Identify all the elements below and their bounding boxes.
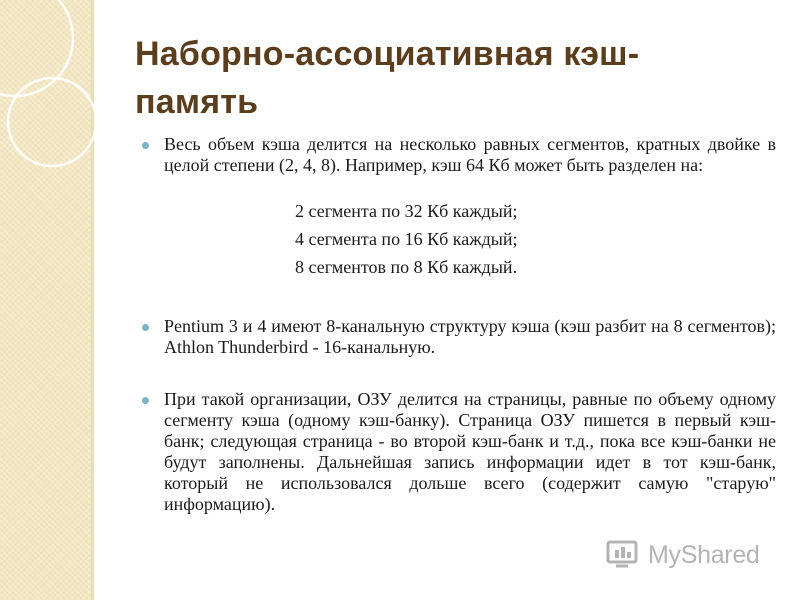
- watermark-text: MyShared: [648, 540, 760, 569]
- sub-item-2-segments: 2 сегмента по 32 Кб каждый;: [295, 201, 518, 221]
- slide-title-line-1: Наборно-ассоциативная кэш-: [135, 35, 640, 73]
- bullet-cache-segments: Весь объем кэша делится на несколько равных сегментов, кратных двойке в целой степени (2, 4, 8). Например, кэш 64 Кб может быть разделен на:: [164, 134, 776, 175]
- slide-title: [135, 30, 755, 126]
- sub-item-4-segments: 4 сегмента по 16 Кб каждый;: [295, 229, 518, 249]
- bullet-pentium-athlon: Pentium 3 и 4 имеют 8-канальную структуру кэша (кэш разбит на 8 сегментов); Athlon Thunderbird - 16-канальную.: [164, 316, 776, 357]
- decorative-rings: [0, 0, 120, 210]
- slide-title-line-2: память: [135, 83, 259, 121]
- myshared-watermark: [606, 537, 776, 573]
- myshared-logo-icon: [606, 539, 642, 571]
- bullet-ram-pages: При такой организации, ОЗУ делится на страницы, равные по объему одному сегменту кэша (одному кэш-банку). Страница ОЗУ пишется в первый кэш-банк; следующая страница - во второй кэш-банк и т.д., пока все кэш-банки не будут заполнены. Дальнейшая запись информации идет в тот кэш-банк, который не использовался дольше всего (содержит самую "старую" информацию).: [164, 389, 776, 514]
- sub-item-8-segments: 8 сегментов по 8 Кб каждый.: [295, 257, 518, 277]
